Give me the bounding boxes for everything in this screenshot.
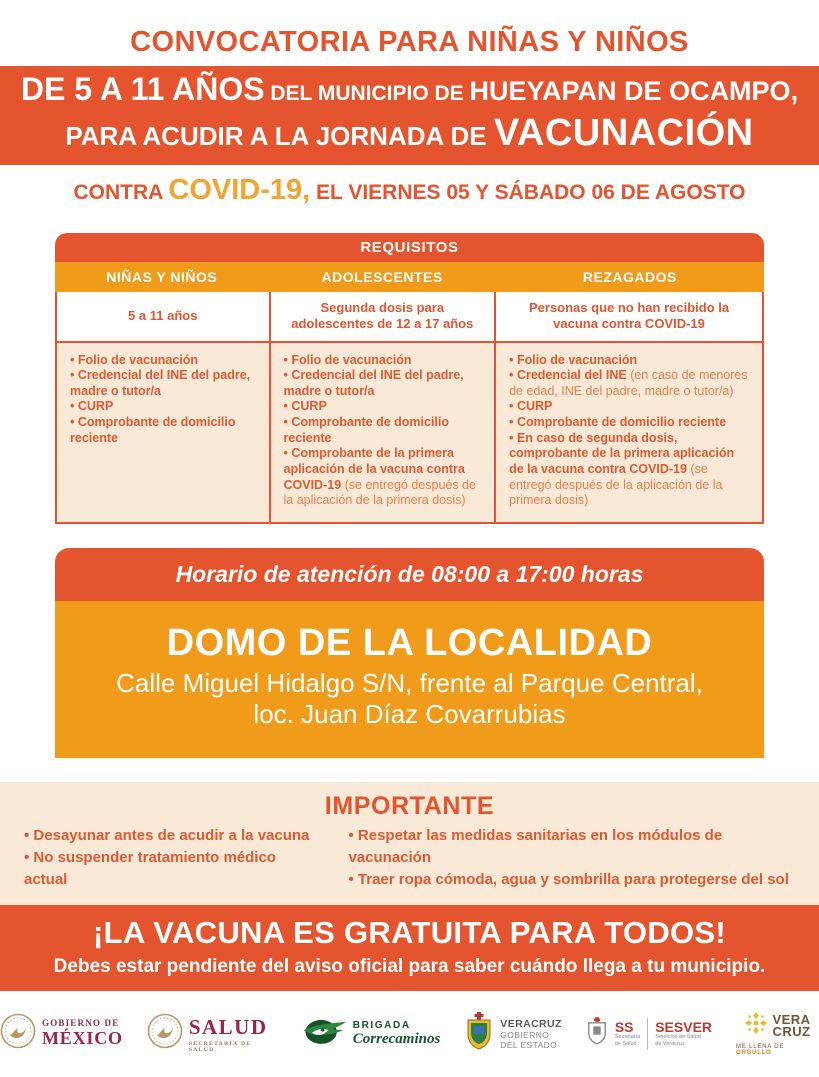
- tagline-orgullo: ORGULLO: [736, 1050, 772, 1057]
- important-title: IMPORTANTE: [324, 791, 495, 820]
- vaccination-emphasis-text: VACUNACIÓN: [493, 112, 754, 154]
- free-vaccine-subtitle: Debes estar pendiente del aviso oficial para saber cuándo llega a tu municipio.: [53, 955, 766, 977]
- logo-gobierno-mexico: [0, 1013, 123, 1054]
- veracruz-pattern-icon: [744, 1011, 768, 1040]
- important-section: [0, 782, 819, 905]
- logo-divider: [647, 1018, 648, 1050]
- important-list-left: [24, 825, 314, 891]
- requirements-body: [55, 292, 764, 524]
- important-columns: [24, 825, 795, 891]
- call-lead-text: PARA ACUDIR A LA JORNADA DE: [65, 121, 494, 151]
- header-banner: [0, 66, 819, 165]
- location-block: [55, 548, 764, 758]
- requirement-item: • CURP: [284, 399, 482, 415]
- logo-ss-sesver: [586, 1017, 712, 1050]
- subheader-rezagados: Personas que no han recibido la vacuna contra COVID-19: [494, 292, 762, 341]
- correcaminos-label: Correcaminos: [352, 1030, 441, 1047]
- requirement-item: • Comprobante de la primera aplicación de la vacuna contra COVID-19 (se entregó después de la aplicación de la primera dosis): [284, 446, 482, 509]
- tagline-lead: ME LLENA DE: [736, 1044, 785, 1051]
- dates-text: EL VIERNES 05 Y SÁBADO 06 DE AGOSTO: [310, 181, 746, 204]
- requirements-subheaders: [57, 292, 762, 343]
- important-item: • Traer ropa cómoda, agua y sombrilla para protegerse del sol: [348, 869, 795, 891]
- requirement-item: • Credencial del INE (en caso de menores de edad, INE del padre, madre o tutor/a): [509, 368, 749, 399]
- venue-address: Calle Miguel Hidalgo S/N, frente al Parque Central, loc. Juan Díaz Covarrubias: [116, 667, 703, 729]
- gobierno-label: GOBIERNO: [500, 1029, 550, 1040]
- subheader-ninas: 5 a 11 años: [128, 308, 198, 324]
- column-header-adolescentes: ADOLESCENTES: [321, 269, 443, 285]
- requirements-cell-rezagados: [494, 343, 762, 522]
- requirements-cell-ninas: [57, 343, 269, 522]
- logo-salud: [147, 1013, 275, 1054]
- covid-19-text: COVID-19,: [168, 174, 311, 206]
- requirement-item: • En caso de segunda dosis, comprobante de la primera aplicación de la vacuna contra COVID-19 (se entregó después de la aplicación de la primera dosis): [509, 431, 749, 509]
- column-header-rezagados: REZAGADOS: [582, 269, 677, 285]
- health-shield-icon: [586, 1017, 608, 1050]
- vaccination-poster: [0, 26, 819, 1057]
- logo-veracruz-brand: [736, 1011, 819, 1056]
- requirement-item: • Folio de vacunación: [284, 353, 482, 369]
- banner-line-1: [8, 71, 811, 112]
- requirements-cell-adolescentes: [269, 343, 495, 522]
- cruz-label: CRUZ: [772, 1023, 811, 1039]
- column-header-ninas: NIÑAS Y NIÑOS: [106, 269, 218, 285]
- requirement-item: • Comprobante de domicilio reciente: [70, 415, 256, 446]
- sesver-sub-label: de Veracruz: [655, 1040, 685, 1047]
- veracruz-label: VERACRUZ: [500, 1017, 562, 1030]
- salud-eagle-icon: [147, 1013, 183, 1054]
- banner-line-2: [8, 112, 811, 158]
- requirement-item: • CURP: [509, 399, 749, 415]
- requirement-item: • Credencial del INE del padre, madre o tutor/a: [70, 368, 256, 399]
- mexico-eagle-icon: [0, 1013, 36, 1054]
- del-estado-label: DEL ESTADO: [500, 1039, 558, 1050]
- free-vaccine-banner: [0, 905, 819, 991]
- sub-headline: [0, 174, 819, 209]
- requirements-items-row: [57, 343, 762, 522]
- poster-headline: CONVOCATORIA PARA NIÑAS Y NIÑOS: [130, 26, 689, 58]
- requirement-item: • Comprobante de domicilio reciente: [284, 415, 482, 446]
- ss-label: SS: [614, 1018, 634, 1035]
- age-range-text: DE 5 A 11 AÑOS: [20, 71, 265, 107]
- vera-label: VERA: [772, 1011, 811, 1027]
- requirements-column-headers: [55, 262, 764, 292]
- salud-label: SALUD: [188, 1014, 268, 1039]
- requirement-item: • Comprobante de domicilio reciente: [509, 415, 749, 431]
- free-vaccine-title: ¡LA VACUNA ES GRATUITA PARA TODOS!: [92, 914, 727, 950]
- requirement-item: • Folio de vacunación: [509, 353, 749, 369]
- requirement-item: • Credencial del INE del padre, madre o tutor/a: [284, 368, 482, 399]
- brigada-label: BRIGADA: [352, 1019, 411, 1031]
- requirements-table: [55, 233, 764, 524]
- ss-sub-label: de Salud: [614, 1040, 637, 1047]
- sesver-sub-label: Servicios de Salud: [655, 1033, 701, 1040]
- logo-veracruz-gobierno: [464, 1012, 562, 1055]
- logo-brigada-correcaminos: [299, 1015, 441, 1052]
- municipality-text: HUEYAPAN DE OCAMPO,: [469, 76, 799, 106]
- municipality-lead-text: DEL MUNICIPIO DE: [264, 82, 470, 105]
- sesver-label: SESVER: [655, 1018, 713, 1035]
- correcaminos-bird-icon: [299, 1015, 347, 1052]
- important-item: • Desayunar antes de acudir a la vacuna: [24, 825, 314, 847]
- venue-box: [55, 601, 764, 758]
- footer-logos: [0, 991, 819, 1077]
- secretaria-salud-label: SECRETARÍA DE SALUD: [188, 1040, 252, 1053]
- important-item: • Respetar las medidas sanitarias en los módulos de vacunación: [348, 825, 795, 869]
- important-item: • No suspender tratamiento médico actual: [24, 847, 314, 891]
- mexico-label: MÉXICO: [42, 1028, 123, 1049]
- contra-text: CONTRA: [73, 181, 169, 204]
- requirement-item: • Folio de vacunación: [70, 353, 256, 369]
- important-list-right: [348, 825, 795, 891]
- schedule-banner: Horario de atención de 08:00 a 17:00 horas: [55, 548, 764, 601]
- requirement-item: • CURP: [70, 399, 256, 415]
- gobierno-de-label: GOBIERNO DE: [42, 1018, 120, 1029]
- subheader-adolescentes: Segunda dosis para adolescentes de 12 a 17 años: [269, 292, 495, 341]
- veracruz-coat-icon: [464, 1012, 494, 1055]
- requirements-title: REQUISITOS: [55, 233, 764, 262]
- venue-name: DOMO DE LA LOCALIDAD: [166, 621, 653, 664]
- ss-sub-label: Secretaría: [614, 1033, 641, 1040]
